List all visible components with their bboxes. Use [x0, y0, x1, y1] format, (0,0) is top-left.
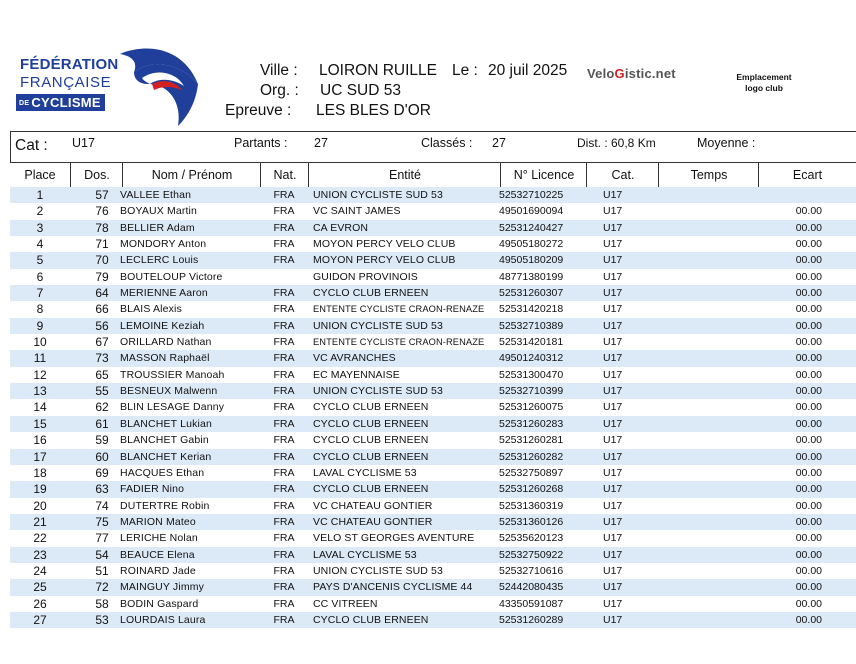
table-row — [10, 269, 856, 285]
cell-category: U17 — [603, 368, 623, 381]
cell-nationality: FRA — [273, 548, 295, 561]
cell-licence: 49505180209 — [499, 254, 564, 267]
cell-name: MAINGUY Jimmy — [120, 581, 205, 594]
cell-nationality: FRA — [273, 466, 295, 479]
ville-value: LOIRON RUILLE — [319, 62, 438, 79]
logo-text-cyclisme: DE CYCLISME — [16, 94, 105, 111]
cell-category: U17 — [603, 450, 623, 463]
cell-dossard: 59 — [95, 433, 109, 448]
cell-place: 3 — [36, 220, 44, 235]
cell-dossard: 55 — [95, 384, 109, 399]
cell-entity: UNION CYCLISTE SUD 53 — [313, 189, 443, 201]
table-row — [10, 252, 856, 268]
cell-name: BLIN LESAGE Danny — [120, 401, 225, 414]
cell-category: U17 — [603, 613, 623, 626]
cell-nationality: FRA — [273, 581, 295, 594]
cell-place: 6 — [36, 269, 44, 284]
cell-category: U17 — [603, 499, 623, 512]
table-row — [10, 449, 856, 465]
cell-dossard: 61 — [95, 416, 109, 431]
cell-dossard: 79 — [95, 269, 109, 284]
cell-name: MASSON Raphaël — [120, 352, 210, 365]
cell-name: BOYAUX Martin — [120, 205, 198, 218]
cell-name: ROINARD Jade — [120, 564, 196, 577]
cell-name: TROUSSIER Manoah — [120, 368, 225, 381]
cell-ecart: 00.00 — [795, 597, 822, 610]
table-row — [10, 285, 856, 301]
cell-category: U17 — [603, 270, 623, 283]
cell-category: U17 — [603, 515, 623, 528]
cell-ecart: 00.00 — [795, 515, 822, 528]
col-header-dos: Dos. — [70, 163, 123, 187]
table-row — [10, 399, 856, 415]
col-header-cat: Cat. — [586, 163, 659, 187]
cell-nationality: FRA — [273, 385, 295, 398]
col-header-licence: N° Licence — [500, 163, 587, 187]
cell-name: ORILLARD Nathan — [120, 336, 212, 349]
distance-label: Dist. : 60,8 Km — [577, 136, 656, 150]
cell-entity: MOYON PERCY VELO CLUB — [313, 254, 456, 267]
cell-licence: 52532710389 — [499, 319, 564, 332]
ffc-logo — [14, 44, 198, 128]
cell-entity: GUIDON PROVINOIS — [313, 270, 418, 283]
cell-dossard: 63 — [95, 482, 109, 497]
cell-ecart: 00.00 — [795, 205, 822, 218]
cell-nationality: FRA — [273, 352, 295, 365]
cell-dossard: 62 — [95, 400, 109, 415]
cell-entity: CYCLO CLUB ERNEEN — [313, 417, 429, 430]
cell-entity: CA EVRON — [313, 221, 369, 234]
cell-ecart: 00.00 — [795, 319, 822, 332]
cell-place: 7 — [36, 286, 44, 301]
table-row — [10, 481, 856, 497]
cell-nationality: FRA — [273, 254, 295, 267]
cell-ecart: 00.00 — [795, 466, 822, 479]
cell-ecart: 00.00 — [795, 564, 822, 577]
cell-place: 22 — [33, 531, 47, 546]
cell-entity: CYCLO CLUB ERNEEN — [313, 434, 429, 447]
cell-ecart: 00.00 — [795, 483, 822, 496]
table-row — [10, 465, 856, 481]
cell-place: 2 — [36, 204, 44, 219]
cell-category: U17 — [603, 385, 623, 398]
cell-nationality: FRA — [273, 499, 295, 512]
table-row — [10, 220, 856, 236]
cell-entity: CYCLO CLUB ERNEEN — [313, 483, 429, 496]
partants-label: Partants : — [234, 136, 288, 150]
cell-name: MERIENNE Aaron — [120, 287, 208, 300]
cell-name: LERICHE Nolan — [120, 532, 198, 545]
classes-value: 27 — [492, 136, 506, 150]
cell-nationality: FRA — [273, 336, 295, 349]
cell-category: U17 — [603, 483, 623, 496]
cell-entity: UNION CYCLISTE SUD 53 — [313, 319, 443, 332]
cell-nationality: FRA — [273, 205, 295, 218]
cell-category: U17 — [603, 548, 623, 561]
cell-name: BESNEUX Malwenn — [120, 385, 218, 398]
date-label: Le : — [452, 62, 478, 79]
cell-licence: 52535620123 — [499, 532, 564, 545]
cell-place: 25 — [33, 580, 47, 595]
cell-category: U17 — [603, 303, 623, 316]
cell-place: 1 — [36, 188, 44, 202]
cell-dossard: 74 — [95, 498, 109, 513]
cell-licence: 52532750922 — [499, 548, 564, 561]
cell-name: LOURDAIS Laura — [120, 613, 206, 626]
cell-category: U17 — [603, 597, 623, 610]
cell-licence: 52532710616 — [499, 564, 564, 577]
table-row — [10, 383, 856, 399]
info-top-border — [10, 131, 856, 132]
cell-nationality: FRA — [273, 515, 295, 528]
cell-entity: CYCLO CLUB ERNEEN — [313, 287, 429, 300]
cell-dossard: 69 — [95, 465, 109, 480]
cell-place: 8 — [36, 302, 44, 317]
cell-entity: VC AVRANCHES — [313, 352, 396, 365]
cell-licence: 52532710399 — [499, 385, 564, 398]
cell-name: BLANCHET Gabin — [120, 434, 209, 447]
cell-dossard: 56 — [95, 318, 109, 333]
cell-place: 20 — [33, 498, 47, 513]
cell-licence: 49501240312 — [499, 352, 564, 365]
cell-nationality: FRA — [273, 417, 295, 430]
cell-ecart: 00.00 — [795, 336, 822, 349]
cell-licence: 52531260283 — [499, 417, 564, 430]
cell-nationality: FRA — [273, 597, 295, 610]
cell-category: U17 — [603, 352, 623, 365]
cell-category: U17 — [603, 564, 623, 577]
cell-category: U17 — [603, 254, 623, 267]
cell-ecart: 00.00 — [795, 270, 822, 283]
cell-name: LECLERC Louis — [120, 254, 199, 267]
cell-place: 4 — [36, 237, 44, 252]
org-label: Org. : — [260, 82, 299, 99]
cell-place: 10 — [33, 335, 47, 350]
cell-nationality: FRA — [273, 368, 295, 381]
cell-ecart: 00.00 — [795, 499, 822, 512]
cell-licence: 49505180272 — [499, 238, 564, 251]
table-row — [10, 318, 856, 334]
date-value: 20 juil 2025 — [488, 62, 568, 79]
cell-ecart: 00.00 — [795, 450, 822, 463]
cell-place: 17 — [33, 449, 47, 464]
cell-licence: 52531420218 — [499, 303, 564, 316]
cell-place: 11 — [33, 351, 47, 366]
cell-category: U17 — [603, 336, 623, 349]
cell-licence: 52531360126 — [499, 515, 564, 528]
cell-ecart: 00.00 — [795, 401, 822, 414]
ville-label: Ville : — [260, 62, 298, 79]
cell-licence: 52532710225 — [499, 189, 564, 201]
cell-licence: 49501690094 — [499, 205, 564, 218]
cell-name: LEMOINE Keziah — [120, 319, 205, 332]
cell-category: U17 — [603, 401, 623, 414]
cell-category: U17 — [603, 581, 623, 594]
cell-entity: MOYON PERCY VELO CLUB — [313, 238, 456, 251]
table-row — [10, 187, 856, 203]
cell-licence: 52531420181 — [499, 336, 564, 349]
velogistic-brand: VeloGistic.net — [587, 66, 676, 81]
cell-ecart: 00.00 — [795, 548, 822, 561]
logo-text-federation: FÉDÉRATION — [20, 56, 119, 73]
cell-place: 12 — [33, 367, 47, 382]
table-row — [10, 514, 856, 530]
cell-place: 19 — [33, 482, 47, 497]
cell-licence: 52531240427 — [499, 221, 564, 234]
cell-place: 5 — [36, 253, 44, 268]
cell-dossard: 70 — [95, 253, 109, 268]
cell-licence: 48771380199 — [499, 270, 564, 283]
results-table-header — [10, 162, 856, 188]
cell-ecart: 00.00 — [795, 368, 822, 381]
cell-nationality: FRA — [273, 532, 295, 545]
cell-nationality: FRA — [273, 287, 295, 300]
cell-name: BLANCHET Kerian — [120, 450, 212, 463]
cell-entity: CC VITREEN — [313, 597, 378, 610]
cell-dossard: 71 — [95, 237, 109, 252]
cell-nationality: FRA — [273, 434, 295, 447]
table-row — [10, 596, 856, 612]
cell-category: U17 — [603, 417, 623, 430]
cell-dossard: 54 — [95, 547, 109, 562]
col-header-nat: Nat. — [260, 163, 309, 187]
cell-dossard: 72 — [95, 580, 109, 595]
table-row — [10, 236, 856, 252]
cell-ecart: 00.00 — [795, 238, 822, 251]
cat-label: Cat : — [15, 137, 48, 154]
cell-dossard: 51 — [95, 563, 109, 578]
col-header-place: Place — [24, 168, 56, 182]
cell-licence: 43350591087 — [499, 597, 564, 610]
col-header-ecart: Ecart — [758, 163, 856, 187]
cell-nationality: FRA — [273, 564, 295, 577]
cell-name: MARION Mateo — [120, 515, 196, 528]
cell-dossard: 60 — [95, 449, 109, 464]
cell-place: 21 — [33, 514, 47, 529]
table-row — [10, 416, 856, 432]
cell-licence: 52531260307 — [499, 287, 564, 300]
table-row — [10, 547, 856, 563]
cell-place: 13 — [33, 384, 47, 399]
cell-ecart: 00.00 — [795, 303, 822, 316]
cell-dossard: 58 — [95, 596, 109, 611]
cell-licence: 52532750897 — [499, 466, 564, 479]
table-row — [10, 350, 856, 366]
cell-nationality: FRA — [273, 401, 295, 414]
cell-place: 27 — [33, 612, 47, 627]
cell-place: 23 — [33, 547, 47, 562]
cell-entity: ENTENTE CYCLISTE CRAON-RENAZE — [313, 304, 485, 315]
cell-name: MONDORY Anton — [120, 238, 207, 251]
cell-dossard: 78 — [95, 220, 109, 235]
cell-category: U17 — [603, 466, 623, 479]
cell-dossard: 76 — [95, 204, 109, 219]
cell-entity: ENTENTE CYCLISTE CRAON-RENAZE — [313, 337, 485, 348]
cell-nationality: FRA — [273, 238, 295, 251]
table-row — [10, 301, 856, 317]
cell-category: U17 — [603, 205, 623, 218]
cell-place: 16 — [33, 433, 47, 448]
table-row — [10, 612, 856, 628]
cell-name: VALLEE Ethan — [120, 189, 192, 201]
cell-licence: 52531260289 — [499, 613, 564, 626]
cell-name: BELLIER Adam — [120, 221, 195, 234]
cell-licence: 52442080435 — [499, 581, 564, 594]
cell-ecart: 00.00 — [795, 532, 822, 545]
cell-dossard: 57 — [95, 188, 109, 202]
epreuve-value: LES BLES D'OR — [316, 102, 431, 119]
cell-licence: 52531300470 — [499, 368, 564, 381]
cell-name: HACQUES Ethan — [120, 466, 205, 479]
cell-name: BLAIS Alexis — [120, 303, 182, 316]
cell-place: 9 — [36, 318, 44, 333]
cell-dossard: 67 — [95, 335, 109, 350]
cell-category: U17 — [603, 221, 623, 234]
partants-value: 27 — [314, 136, 328, 150]
cell-licence: 52531260281 — [499, 434, 564, 447]
cell-category: U17 — [603, 319, 623, 332]
cell-entity: UNION CYCLISTE SUD 53 — [313, 564, 443, 577]
cell-dossard: 53 — [95, 612, 109, 627]
cell-ecart: 00.00 — [795, 613, 822, 626]
table-row — [10, 563, 856, 579]
cell-dossard: 64 — [95, 286, 109, 301]
cell-entity: CYCLO CLUB ERNEEN — [313, 450, 429, 463]
cell-licence: 52531260282 — [499, 450, 564, 463]
cell-dossard: 65 — [95, 367, 109, 382]
cell-name: DUTERTRE Robin — [120, 499, 210, 512]
cell-nationality: FRA — [273, 189, 295, 201]
cell-place: 14 — [33, 400, 47, 415]
info-left-border — [10, 131, 11, 163]
cell-ecart: 00.00 — [795, 352, 822, 365]
cell-name: BLANCHET Lukian — [120, 417, 212, 430]
cell-ecart: 00.00 — [795, 581, 822, 594]
cell-category: U17 — [603, 189, 623, 201]
table-row — [10, 367, 856, 383]
cell-dossard: 66 — [95, 302, 109, 317]
cell-entity: EC MAYENNAISE — [313, 368, 400, 381]
cell-entity: LAVAL CYCLISME 53 — [313, 548, 417, 561]
cell-ecart: 00.00 — [795, 434, 822, 447]
club-logo-placeholder: Emplacement logo club — [736, 72, 792, 93]
table-row — [10, 579, 856, 595]
cell-ecart: 00.00 — [795, 417, 822, 430]
classes-label: Classés : — [421, 136, 473, 150]
cell-nationality: FRA — [273, 319, 295, 332]
epreuve-label: Epreuve : — [225, 102, 292, 119]
cell-licence: 52531260268 — [499, 483, 564, 496]
cell-entity: UNION CYCLISTE SUD 53 — [313, 385, 443, 398]
cell-dossard: 75 — [95, 514, 109, 529]
cell-nationality: FRA — [273, 613, 295, 626]
table-row — [10, 498, 856, 514]
cell-category: U17 — [603, 532, 623, 545]
cell-ecart: 00.00 — [795, 287, 822, 300]
cell-name: FADIER Nino — [120, 483, 185, 496]
cell-licence: 52531360319 — [499, 499, 564, 512]
cell-entity: VC CHATEAU GONTIER — [313, 515, 433, 528]
col-header-nom: Nom / Prénom — [122, 163, 261, 187]
logo-text-francaise: FRANÇAISE — [20, 74, 112, 91]
cell-nationality: FRA — [273, 483, 295, 496]
cell-entity: VC SAINT JAMES — [313, 205, 401, 218]
cell-ecart: 00.00 — [795, 254, 822, 267]
org-value: UC SUD 53 — [320, 82, 401, 99]
cell-category: U17 — [603, 287, 623, 300]
cell-nationality: FRA — [273, 303, 295, 316]
cell-ecart: 00.00 — [795, 221, 822, 234]
cell-name: BEAUCE Elena — [120, 548, 195, 561]
col-header-entite: Entité — [308, 163, 501, 187]
cell-licence: 52531260075 — [499, 401, 564, 414]
cat-value: U17 — [72, 136, 95, 150]
cell-entity: VELO ST GEORGES AVENTURE — [313, 532, 475, 545]
cell-category: U17 — [603, 434, 623, 447]
moyenne-label: Moyenne : — [697, 136, 756, 150]
cell-place: 15 — [33, 416, 47, 431]
cell-dossard: 73 — [95, 351, 109, 366]
cell-entity: PAYS D'ANCENIS CYCLISME 44 — [313, 581, 473, 594]
cell-ecart: 00.00 — [795, 385, 822, 398]
table-row — [10, 530, 856, 546]
ffc-swoosh-icon — [112, 44, 202, 128]
cell-entity: CYCLO CLUB ERNEEN — [313, 401, 429, 414]
results-table-body — [10, 187, 856, 628]
cell-nationality: FRA — [273, 221, 295, 234]
col-header-temps: Temps — [658, 163, 759, 187]
cell-name: BOUTELOUP Victore — [120, 270, 223, 283]
cell-dossard: 77 — [95, 531, 109, 546]
cell-name: BODIN Gaspard — [120, 597, 199, 610]
cell-place: 24 — [33, 563, 47, 578]
cell-category: U17 — [603, 238, 623, 251]
table-row — [10, 432, 856, 448]
cell-entity: CYCLO CLUB ERNEEN — [313, 613, 429, 626]
table-row — [10, 334, 856, 350]
table-row — [10, 203, 856, 219]
cell-entity: VC CHATEAU GONTIER — [313, 499, 433, 512]
cell-nationality: FRA — [273, 450, 295, 463]
cell-entity: LAVAL CYCLISME 53 — [313, 466, 417, 479]
cell-place: 18 — [33, 465, 47, 480]
cell-place: 26 — [33, 596, 47, 611]
